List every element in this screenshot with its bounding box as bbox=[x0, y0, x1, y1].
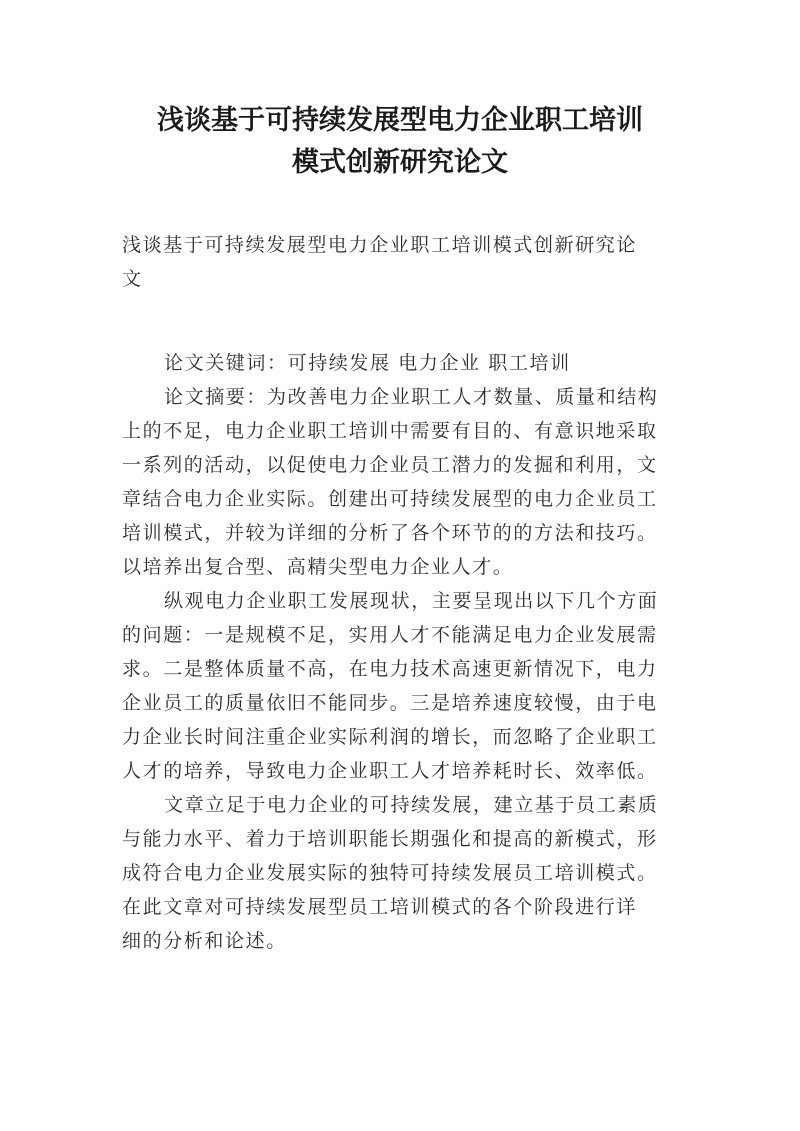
paragraph-line: 文章立足于电力企业的可持续发展，建立基于员工素质 bbox=[164, 794, 659, 816]
document-title bbox=[100, 100, 700, 184]
title-line-1: 浅谈基于可持续发展型电力企业职工培训 bbox=[157, 105, 643, 136]
paragraph-line: 力企业长时间注重企业实际利润的增长，而忽略了企业职工 bbox=[122, 726, 658, 748]
subtitle bbox=[122, 228, 684, 296]
paragraph-line: 在此文章对可持续发展型员工培训模式的各个阶段进行详 bbox=[122, 896, 638, 918]
paragraph-line: 人才的培养，导致电力企业职工人才培养耗时长、效率低。 bbox=[122, 760, 658, 782]
body-paragraph-1 bbox=[122, 584, 684, 788]
abstract-line: 一系列的活动，以促使电力企业员工潜力的发掘和利用，文 bbox=[122, 454, 658, 476]
spacer bbox=[122, 296, 684, 346]
paragraph-line: 纵观电力企业职工发展现状，主要呈现出以下几个方面 bbox=[164, 590, 659, 612]
abstract-line: 论文摘要：为改善电力企业职工人才数量、质量和结构 bbox=[164, 386, 659, 408]
abstract-line: 章结合电力企业实际。创建出可持续发展型的电力企业员工 bbox=[122, 488, 658, 510]
abstract-paragraph bbox=[122, 380, 684, 584]
paragraph-line: 企业员工的质量依旧不能同步。三是培养速度较慢，由于电 bbox=[122, 692, 658, 714]
subtitle-line-1: 浅谈基于可持续发展型电力企业职工培训模式创新研究论 bbox=[122, 234, 638, 256]
paragraph-line: 成符合电力企业发展实际的独特可持续发展员工培训模式。 bbox=[122, 862, 658, 884]
abstract-line: 以培养出复合型、高精尖型电力企业人才。 bbox=[122, 556, 514, 578]
paragraph-line: 细的分析和论述。 bbox=[122, 930, 287, 952]
abstract-line: 上的不足，电力企业职工培训中需要有目的、有意识地采取 bbox=[122, 420, 658, 442]
title-line-2: 模式创新研究论文 bbox=[292, 147, 508, 178]
keywords-line: 论文关键词：可持续发展 电力企业 职工培训 bbox=[164, 352, 571, 374]
abstract-line: 培训模式，并较为详细的分析了各个环节的的方法和技巧。 bbox=[122, 522, 658, 544]
paragraph-line: 与能力水平、着力于培训职能长期强化和提高的新模式，形 bbox=[122, 828, 658, 850]
body-paragraph-2 bbox=[122, 788, 684, 958]
subtitle-line-2: 文 bbox=[122, 268, 143, 290]
paragraph-line: 的问题：一是规模不足，实用人才不能满足电力企业发展需 bbox=[122, 624, 658, 646]
document-body bbox=[122, 228, 684, 958]
paragraph-line: 求。二是整体质量不高，在电力技术高速更新情况下，电力 bbox=[122, 658, 658, 680]
